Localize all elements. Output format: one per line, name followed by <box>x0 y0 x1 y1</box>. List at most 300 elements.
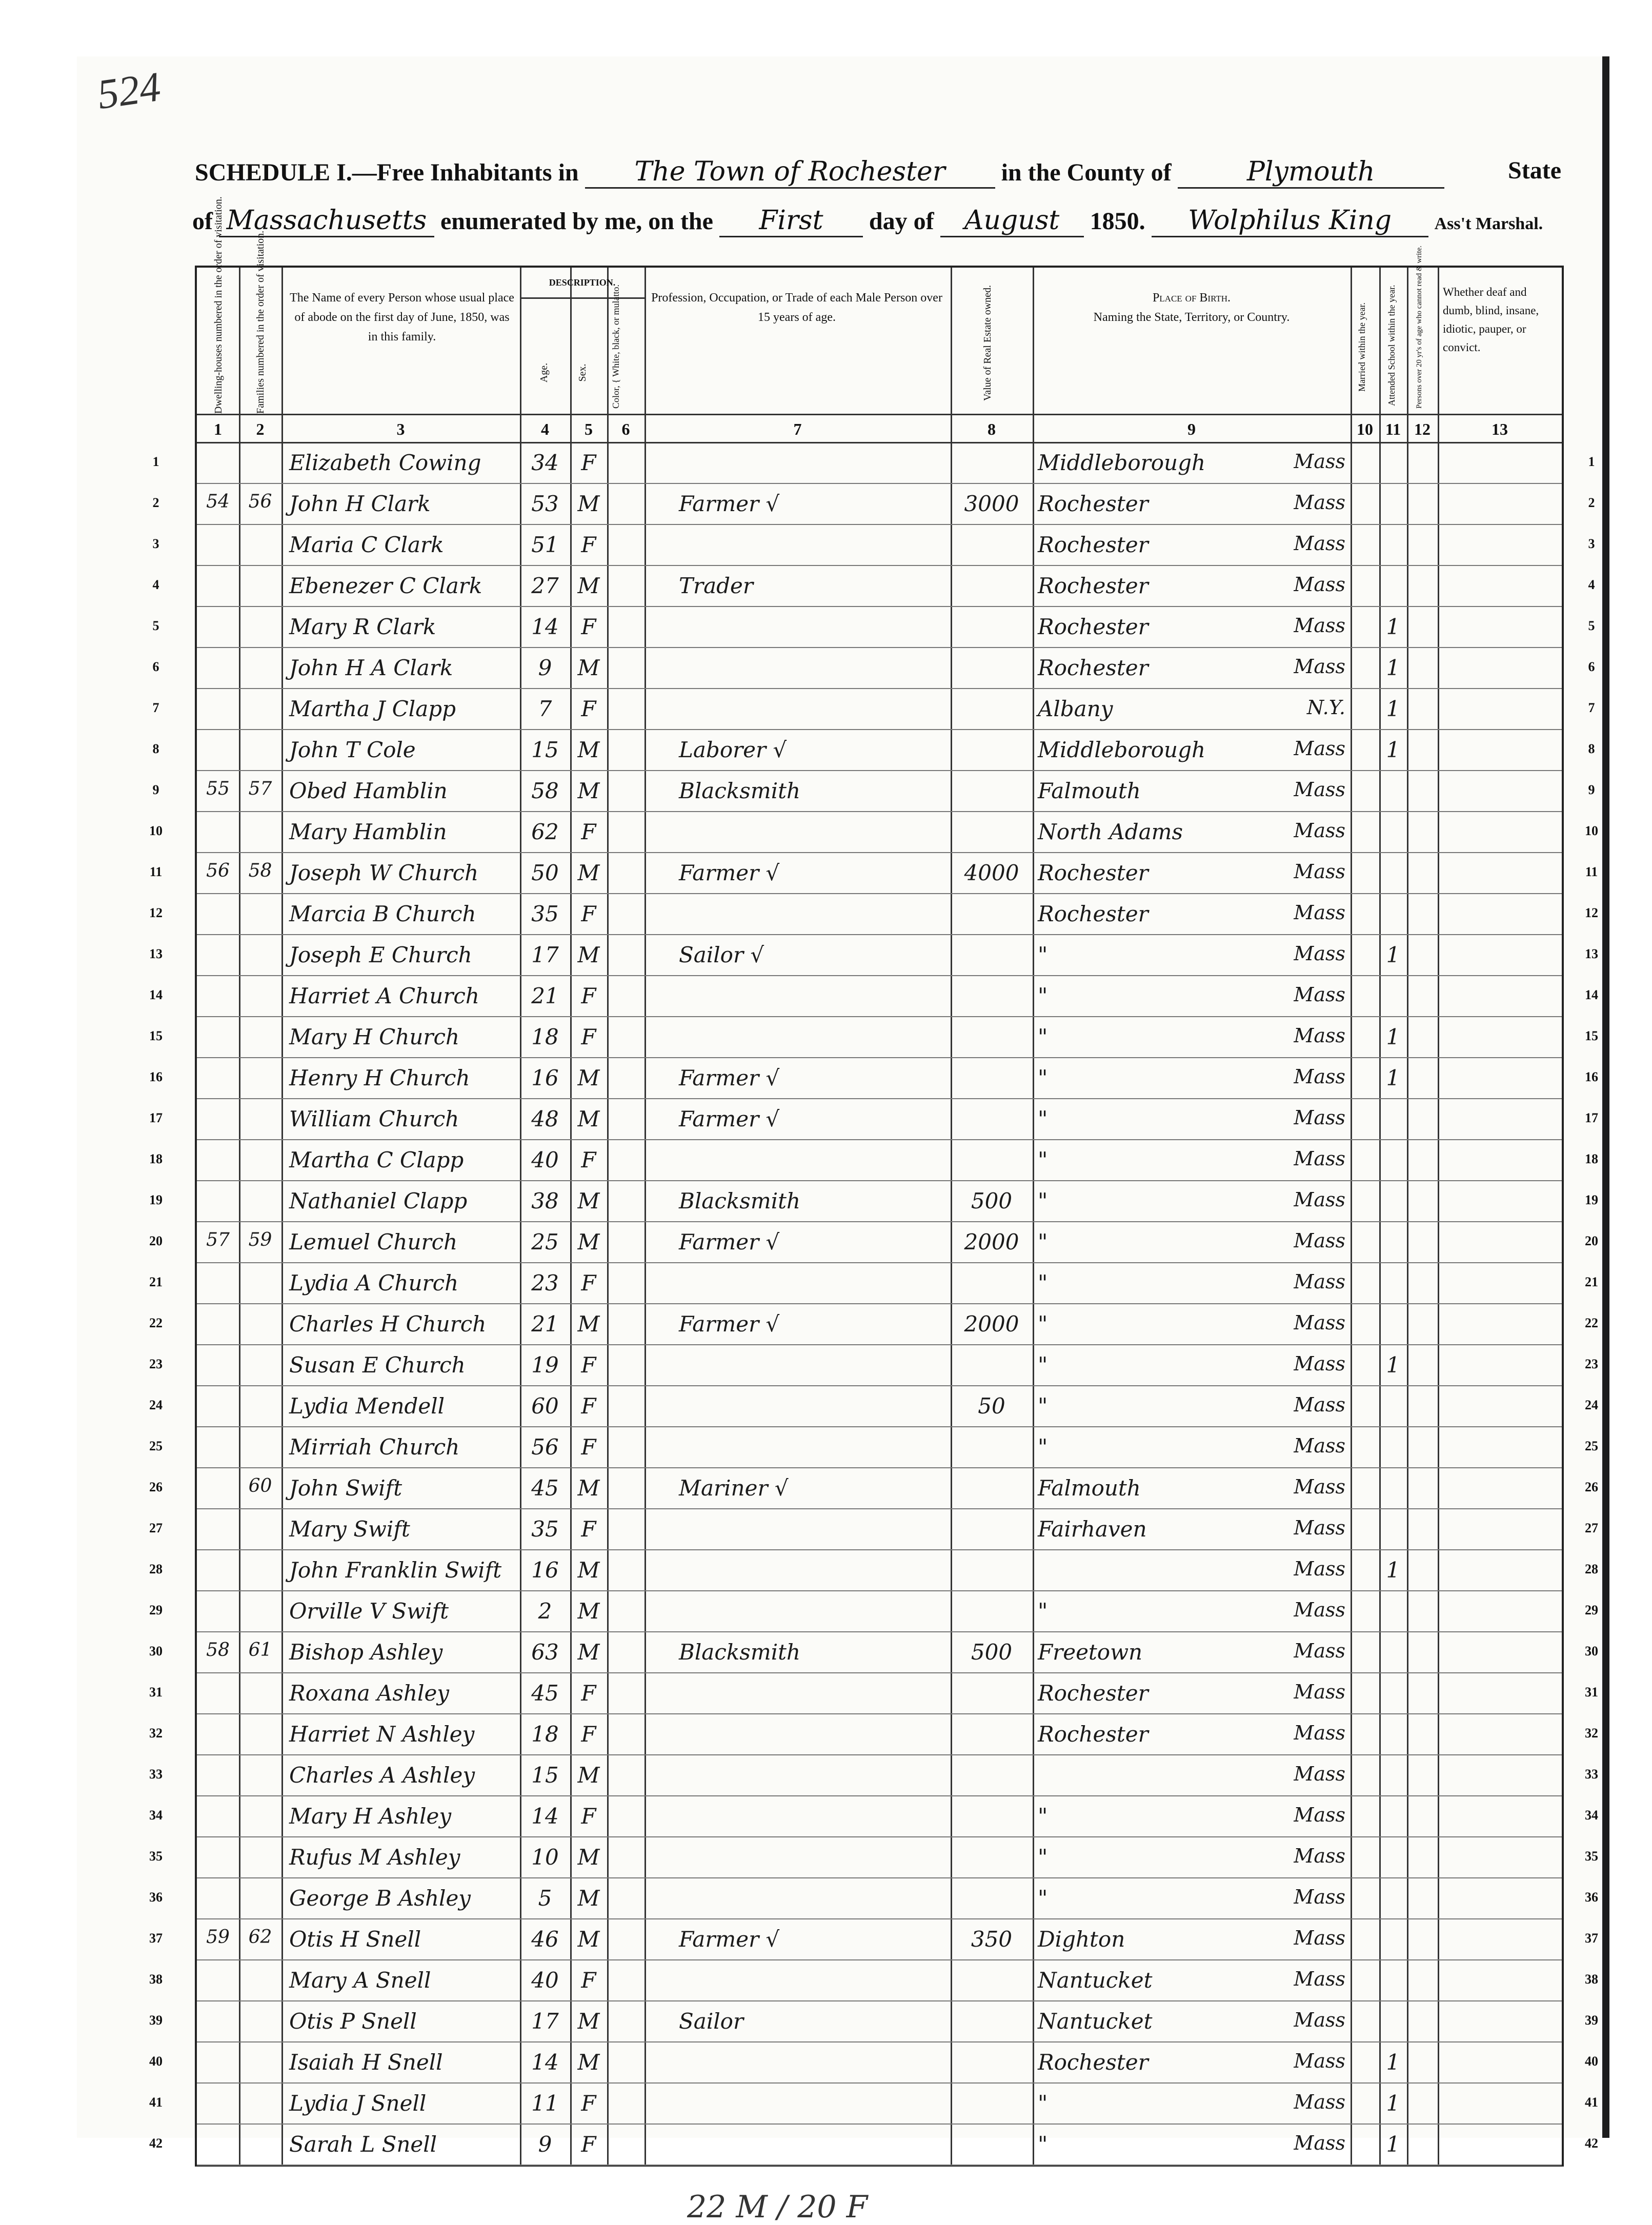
school-mark: 1 <box>1386 942 1400 967</box>
person-name: Henry H Church <box>289 1065 470 1090</box>
sex: M <box>577 942 600 967</box>
school-mark: 1 <box>1386 655 1400 680</box>
marshal-label: Ass't Marshal. <box>1434 214 1543 233</box>
age: 53 <box>531 491 559 516</box>
year-label: 1850. <box>1090 208 1145 235</box>
line-number-left: 31 <box>149 1685 163 1700</box>
line-number-left: 1 <box>152 454 159 469</box>
birth-state: Mass <box>1294 1599 1345 1621</box>
line-number-left: 8 <box>152 741 159 756</box>
person-name: Isaiah H Snell <box>289 2050 443 2075</box>
person-name: Martha C Clapp <box>289 1147 464 1172</box>
age: 23 <box>531 1270 559 1296</box>
occupation: Farmer √ <box>679 1311 780 1337</box>
birthplace: Rochester <box>1038 901 1149 926</box>
person-name: Ebenezer C Clark <box>289 573 482 598</box>
birth-state: Mass <box>1294 1024 1345 1047</box>
school-mark: 1 <box>1386 614 1400 639</box>
line-number-left: 4 <box>152 577 159 592</box>
birthplace: Falmouth <box>1038 778 1141 803</box>
table-row <box>152 524 1595 565</box>
sex: F <box>581 1516 596 1542</box>
col7-header: Profession, Occupation, or Trade of each Male Person over 15 years of age. <box>651 291 942 324</box>
line-number-left: 41 <box>149 2095 163 2110</box>
line-number-right: 10 <box>1585 823 1598 838</box>
table-row <box>149 1508 1598 1549</box>
person-name: Lydia A Church <box>289 1270 459 1296</box>
birthplace: " <box>1038 1311 1048 1337</box>
line-number-left: 37 <box>149 1931 163 1946</box>
person-name: Maria C Clark <box>289 532 444 557</box>
family-number: 56 <box>248 491 272 512</box>
sex: F <box>581 1352 596 1378</box>
table-row <box>152 729 1595 770</box>
marshal-signature: Wolphilus King <box>1152 205 1428 237</box>
line-number-left: 34 <box>149 1808 163 1823</box>
birth-state: Mass <box>1294 1516 1345 1539</box>
birth-state: Mass <box>1294 1763 1345 1785</box>
occupation: Farmer √ <box>679 1065 780 1090</box>
birth-state: Mass <box>1294 1188 1345 1211</box>
col-number: 1 <box>214 420 222 438</box>
line-number-left: 27 <box>149 1521 163 1535</box>
line-number-right: 36 <box>1585 1890 1598 1905</box>
person-name: Obed Hamblin <box>289 778 448 803</box>
col-number: 5 <box>585 420 593 438</box>
person-name: Nathaniel Clapp <box>289 1188 468 1213</box>
table-row <box>149 1303 1598 1344</box>
title-line-1 <box>195 156 1561 189</box>
birth-state: Mass <box>1294 1065 1345 1088</box>
birth-state: Mass <box>1294 1927 1345 1949</box>
line-number-right: 8 <box>1588 741 1595 756</box>
line-number-right: 7 <box>1588 700 1595 715</box>
line-number-left: 24 <box>149 1398 163 1412</box>
month-field: August <box>940 205 1084 237</box>
age: 45 <box>531 1681 559 1706</box>
age: 63 <box>531 1640 559 1665</box>
census-sheet <box>77 56 1609 2225</box>
line-number-left: 16 <box>149 1069 163 1084</box>
line-number-right: 3 <box>1588 536 1595 551</box>
family-number: 58 <box>248 860 272 881</box>
sex: F <box>581 1681 596 1706</box>
sex: M <box>577 491 600 516</box>
person-name: Roxana Ashley <box>289 1681 450 1706</box>
birth-state: Mass <box>1294 1393 1345 1416</box>
table-row <box>149 2041 1598 2082</box>
school-mark: 1 <box>1386 696 1400 721</box>
age: 56 <box>531 1434 559 1460</box>
state-field: Massachusetts <box>219 205 434 237</box>
real-estate-value: 3000 <box>964 491 1019 516</box>
line-number-left: 35 <box>149 1849 163 1864</box>
page-number-note: 524 <box>94 63 164 118</box>
sex: M <box>577 1763 600 1788</box>
table-row <box>149 1098 1598 1139</box>
sex: M <box>577 1845 600 1870</box>
line-number-right: 21 <box>1585 1275 1598 1289</box>
day-field: First <box>719 205 863 237</box>
table-row <box>149 934 1598 975</box>
birth-state: Mass <box>1294 1640 1345 1662</box>
real-estate-value: 2000 <box>964 1229 1019 1255</box>
row-rule <box>197 2165 1562 2166</box>
dwelling-number: 55 <box>206 778 230 799</box>
birth-state: Mass <box>1294 1147 1345 1170</box>
birth-state: Mass <box>1294 491 1345 514</box>
occupation: Farmer √ <box>679 1106 780 1131</box>
dwelling-number: 56 <box>206 860 230 881</box>
occupation: Blacksmith <box>679 1188 801 1213</box>
birth-state: Mass <box>1294 1558 1345 1580</box>
person-name: Lemuel Church <box>289 1229 458 1255</box>
person-name: John H A Clark <box>289 655 453 680</box>
birth-state: Mass <box>1294 1968 1345 1990</box>
sex: M <box>577 1886 600 1911</box>
birthplace: " <box>1038 1106 1048 1131</box>
line-number-right: 33 <box>1585 1767 1598 1782</box>
birth-state: Mass <box>1294 819 1345 842</box>
sex: M <box>577 1065 600 1090</box>
col-number: 12 <box>1414 420 1431 438</box>
age: 35 <box>531 901 559 926</box>
person-name: Bishop Ashley <box>289 1640 443 1665</box>
sex: F <box>581 2132 596 2157</box>
line-number-right: 18 <box>1585 1151 1598 1166</box>
sex: F <box>581 1722 596 1747</box>
col3-header: The Name of every Person whose usual place of abode on the first day of June, 1850, was in this family. <box>290 291 514 343</box>
line-number-right: 41 <box>1585 2095 1598 2110</box>
birth-state: Mass <box>1294 573 1345 596</box>
line-number-right: 19 <box>1585 1192 1598 1207</box>
age: 18 <box>531 1722 559 1747</box>
dwelling-number: 59 <box>206 1927 230 1948</box>
dwelling-number: 54 <box>206 491 230 512</box>
age: 2 <box>538 1599 552 1624</box>
person-name: Charles A Ashley <box>289 1763 475 1788</box>
county-prefix: in the County of <box>1001 159 1172 186</box>
birthplace: Dighton <box>1038 1927 1125 1952</box>
sex: M <box>577 1106 600 1131</box>
sex: F <box>581 1434 596 1460</box>
birth-state: Mass <box>1294 1311 1345 1334</box>
birth-state: Mass <box>1294 1804 1345 1826</box>
person-name: Otis H Snell <box>289 1927 421 1952</box>
table-row <box>149 1221 1598 1262</box>
birth-state: Mass <box>1294 737 1345 760</box>
sex: M <box>577 1640 600 1665</box>
real-estate-value: 2000 <box>964 1311 1019 1337</box>
line-number-left: 15 <box>149 1028 163 1043</box>
table-row <box>149 1057 1598 1098</box>
age: 14 <box>531 1804 559 1829</box>
col-number: 8 <box>988 420 996 438</box>
col-number: 11 <box>1385 420 1401 438</box>
age: 19 <box>531 1352 559 1378</box>
line-number-right: 42 <box>1585 2136 1598 2151</box>
age: 51 <box>531 532 559 557</box>
col-number: 9 <box>1187 420 1196 438</box>
person-name: Rufus M Ashley <box>289 1845 460 1870</box>
birth-state: Mass <box>1294 1352 1345 1375</box>
age: 15 <box>531 1763 559 1788</box>
birthplace: " <box>1038 1352 1048 1378</box>
person-name: Mary R Clark <box>289 614 436 639</box>
line-number-left: 29 <box>149 1603 163 1617</box>
description-header: DESCRIPTION. <box>549 277 616 288</box>
person-name: John Franklin Swift <box>289 1558 502 1583</box>
day-of-label: day of <box>869 208 934 235</box>
col-number: 7 <box>793 420 802 438</box>
sex: M <box>577 1927 600 1952</box>
person-name: Lydia Mendell <box>289 1393 445 1419</box>
birthplace: Rochester <box>1038 614 1149 639</box>
person-name: Harriet N Ashley <box>289 1722 475 1747</box>
birthplace: " <box>1038 1229 1048 1255</box>
line-number-right: 13 <box>1585 946 1598 961</box>
occupation: Sailor <box>679 2009 744 2034</box>
line-number-right: 22 <box>1585 1316 1598 1330</box>
table-row <box>149 1877 1598 1918</box>
family-number: 62 <box>248 1927 272 1948</box>
col1-header: Dwelling-houses numbered in the order of visitation. <box>213 196 224 414</box>
sex: M <box>577 1475 600 1501</box>
line-number-left: 3 <box>152 536 159 551</box>
line-number-right: 6 <box>1588 659 1595 674</box>
schedule-label: SCHEDULE I. <box>195 159 352 186</box>
col-number: 6 <box>621 420 630 438</box>
table-row <box>149 1262 1598 1303</box>
sex: M <box>577 1558 600 1583</box>
col-number: 13 <box>1492 420 1508 438</box>
occupation: Sailor √ <box>679 942 764 967</box>
birth-state: Mass <box>1294 1106 1345 1129</box>
table-row <box>149 1918 1598 1959</box>
birth-state: Mass <box>1294 655 1345 678</box>
line-number-left: 22 <box>149 1316 163 1330</box>
line-number-right: 34 <box>1585 1808 1598 1823</box>
dwelling-number: 57 <box>206 1229 230 1250</box>
person-name: Mary H Ashley <box>289 1804 452 1829</box>
table-row <box>149 1631 1598 1672</box>
sex: M <box>577 1188 600 1213</box>
enumerated-label: enumerated by me, on the <box>440 208 713 235</box>
title-line-2 <box>192 205 1561 237</box>
real-estate-value: 500 <box>971 1188 1013 1213</box>
age: 60 <box>531 1393 559 1419</box>
birthplace: Middleborough <box>1038 450 1206 475</box>
birthplace: Falmouth <box>1038 1475 1141 1501</box>
col4-header: Age. <box>538 362 550 383</box>
table-row <box>149 2123 1598 2165</box>
real-estate-value: 350 <box>971 1927 1013 1952</box>
birth-state: Mass <box>1294 1434 1345 1457</box>
table-row <box>152 606 1595 647</box>
age: 25 <box>531 1229 559 1255</box>
sex: F <box>581 614 596 639</box>
line-number-left: 5 <box>152 618 159 633</box>
birthplace: " <box>1038 1065 1048 1090</box>
occupation: Trader <box>679 573 753 598</box>
real-estate-value: 50 <box>978 1393 1005 1419</box>
table-row <box>149 1139 1598 1180</box>
birth-state: Mass <box>1294 450 1345 473</box>
birthplace: " <box>1038 1845 1048 1870</box>
table-row <box>149 1016 1598 1057</box>
age: 9 <box>538 655 552 680</box>
col13-header: Whether deaf and dumb, blind, insane, idiotic, pauper, or convict. <box>1443 286 1539 354</box>
col8-header: Value of Real Estate owned. <box>982 285 993 401</box>
line-number-right: 27 <box>1585 1521 1598 1535</box>
birth-state: Mass <box>1294 778 1345 801</box>
age: 15 <box>531 737 559 762</box>
occupation: Farmer √ <box>679 1927 780 1952</box>
table-row <box>149 1795 1598 1836</box>
col2-header: Families numbered in the order of visitation. <box>255 230 266 414</box>
col-number: 4 <box>541 420 549 438</box>
person-name: Mary A Snell <box>289 1968 431 1993</box>
birthplace: " <box>1038 2132 1048 2157</box>
line-number-left: 33 <box>149 1767 163 1782</box>
school-mark: 1 <box>1386 2050 1400 2075</box>
age: 48 <box>531 1106 559 1131</box>
occupation: Blacksmith <box>679 778 801 803</box>
occupation: Mariner √ <box>679 1475 789 1501</box>
sex: M <box>577 778 600 803</box>
age: 17 <box>531 2009 559 2034</box>
table-row <box>149 1344 1598 1385</box>
age: 9 <box>538 2132 552 2157</box>
table-row <box>152 688 1595 729</box>
col-number: 3 <box>396 420 405 438</box>
col6-header: Color, { White, black, or mulatto. <box>611 284 621 409</box>
birth-state: Mass <box>1294 1722 1345 1744</box>
table-row <box>149 1467 1598 1508</box>
birthplace: Rochester <box>1038 860 1149 885</box>
sex: M <box>577 737 600 762</box>
line-number-right: 4 <box>1588 577 1595 592</box>
table-row <box>149 975 1598 1016</box>
age: 5 <box>538 1886 552 1911</box>
table-row <box>149 1959 1598 2000</box>
table-row <box>149 1836 1598 1877</box>
occupation: Blacksmith <box>679 1640 801 1665</box>
table-row <box>149 2000 1598 2041</box>
line-number-left: 26 <box>149 1480 163 1494</box>
sex: F <box>581 2091 596 2116</box>
line-number-right: 1 <box>1588 454 1595 469</box>
sex: M <box>577 860 600 885</box>
line-number-right: 26 <box>1585 1480 1598 1494</box>
person-name: Susan E Church <box>289 1352 466 1378</box>
person-name: Charles H Church <box>289 1311 487 1337</box>
school-mark: 1 <box>1386 1352 1400 1378</box>
age: 40 <box>531 1147 559 1172</box>
of-label: of <box>192 208 213 235</box>
birthplace: " <box>1038 1270 1048 1296</box>
line-number-right: 11 <box>1585 864 1598 879</box>
birth-state: Mass <box>1294 1270 1345 1293</box>
birthplace: " <box>1038 1188 1048 1213</box>
birthplace: Rochester <box>1038 1722 1149 1747</box>
line-number-left: 11 <box>149 864 163 879</box>
person-name: John Swift <box>289 1475 402 1501</box>
col9-title: Place of Birth. <box>1152 291 1231 305</box>
line-number-left: 28 <box>149 1562 163 1576</box>
line-number-right: 40 <box>1585 2054 1598 2069</box>
county-field: Plymouth <box>1178 156 1444 189</box>
age: 16 <box>531 1558 559 1583</box>
family-number: 59 <box>248 1229 272 1250</box>
occupation: Farmer √ <box>679 1229 780 1255</box>
age: 18 <box>531 1024 559 1049</box>
line-number-right: 38 <box>1585 1972 1598 1987</box>
person-name: Mary Swift <box>289 1516 410 1542</box>
sex: F <box>581 450 596 475</box>
sex: F <box>581 1968 596 1993</box>
line-number-left: 18 <box>149 1151 163 1166</box>
sex: F <box>581 1804 596 1829</box>
table-row <box>152 770 1595 811</box>
line-number-left: 17 <box>149 1110 163 1125</box>
birthplace: Albany <box>1038 696 1113 721</box>
col-number: 10 <box>1357 420 1373 438</box>
table-row <box>149 1385 1598 1426</box>
line-number-right: 16 <box>1585 1069 1598 1084</box>
line-number-left: 7 <box>152 700 159 715</box>
birth-state: N.Y. <box>1306 696 1345 719</box>
table-row <box>149 811 1598 852</box>
person-name: Marcia B Church <box>289 901 476 926</box>
line-number-left: 38 <box>149 1972 163 1987</box>
person-name: Mary H Church <box>289 1024 460 1049</box>
person-name: Harriet A Church <box>289 983 479 1008</box>
sex: F <box>581 901 596 926</box>
person-name: Otis P Snell <box>289 2009 417 2034</box>
age: 27 <box>531 573 559 598</box>
table-row <box>149 1672 1598 1713</box>
person-name: Mary Hamblin <box>289 819 447 844</box>
birthplace: Nantucket <box>1038 2009 1153 2034</box>
dwelling-number: 58 <box>206 1640 230 1661</box>
line-number-left: 32 <box>149 1726 163 1741</box>
school-mark: 1 <box>1386 1065 1400 1090</box>
line-number-right: 29 <box>1585 1603 1598 1617</box>
line-number-right: 23 <box>1585 1357 1598 1371</box>
col9-subtitle: Naming the State, Territory, or Country. <box>1093 311 1290 324</box>
occupation: Laborer √ <box>679 737 787 762</box>
birth-state: Mass <box>1294 983 1345 1006</box>
birthplace: Middleborough <box>1038 737 1206 762</box>
table-row <box>152 442 1595 483</box>
person-name: George B Ashley <box>289 1886 471 1911</box>
table-row <box>152 565 1595 606</box>
line-number-right: 37 <box>1585 1931 1598 1946</box>
line-number-left: 23 <box>149 1357 163 1371</box>
school-mark: 1 <box>1386 1558 1400 1583</box>
col-number: 2 <box>256 420 265 438</box>
birth-state: Mass <box>1294 1229 1345 1252</box>
table-row <box>149 1180 1598 1221</box>
birth-state: Mass <box>1294 1475 1345 1498</box>
table-row <box>149 2082 1598 2123</box>
birth-state: Mass <box>1294 1845 1345 1867</box>
family-number: 61 <box>248 1640 272 1661</box>
line-number-right: 20 <box>1585 1233 1598 1248</box>
line-number-right: 2 <box>1588 495 1595 510</box>
birth-state: Mass <box>1294 942 1345 965</box>
